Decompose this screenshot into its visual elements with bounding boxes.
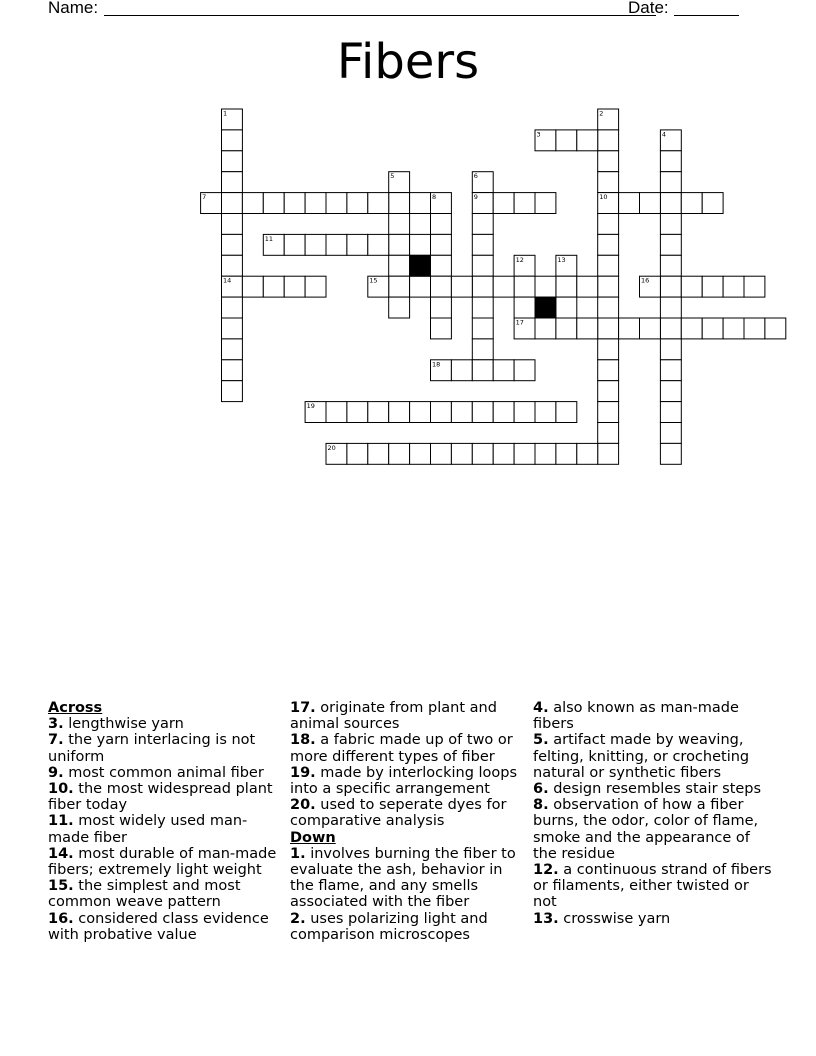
grid-cell[interactable] xyxy=(222,234,243,255)
grid-cell[interactable] xyxy=(556,402,577,423)
grid-cell[interactable] xyxy=(368,234,389,255)
grid-cell[interactable] xyxy=(305,193,326,214)
grid-cell[interactable] xyxy=(431,255,452,276)
across-clue xyxy=(48,732,280,764)
down-clue xyxy=(533,911,773,927)
grid-cell[interactable] xyxy=(305,234,326,255)
grid-cell[interactable] xyxy=(326,193,347,214)
grid-cell[interactable] xyxy=(577,443,598,464)
grid-cell[interactable] xyxy=(284,276,305,297)
grid-cell[interactable] xyxy=(431,402,452,423)
grid-cell[interactable] xyxy=(472,443,493,464)
grid-cell[interactable] xyxy=(284,234,305,255)
clue-number: 18 xyxy=(432,360,441,369)
grid-cell[interactable] xyxy=(744,318,765,339)
date-label: Date: xyxy=(628,0,669,17)
grid-cell[interactable] xyxy=(493,276,514,297)
across-clue xyxy=(48,813,280,845)
grid-cell[interactable] xyxy=(660,360,681,381)
clue-text: used to seperate dyes for comparative analysis xyxy=(290,797,507,830)
grid-cell[interactable] xyxy=(619,193,640,214)
across-clue xyxy=(48,846,280,878)
grid-cell[interactable] xyxy=(702,193,723,214)
grid-cell[interactable] xyxy=(514,193,535,214)
grid-cell[interactable] xyxy=(242,276,263,297)
grid-cell[interactable] xyxy=(347,234,368,255)
grid-cell[interactable] xyxy=(660,276,681,297)
grid-cell[interactable] xyxy=(472,255,493,276)
grid-cell[interactable] xyxy=(451,276,472,297)
across-clue xyxy=(290,700,526,732)
grid-cell[interactable] xyxy=(222,381,243,402)
grid-cell[interactable] xyxy=(472,276,493,297)
clue-number: 17 xyxy=(515,318,524,327)
grid-cell[interactable] xyxy=(535,402,556,423)
grid-cell[interactable] xyxy=(514,297,535,318)
grid-cell[interactable] xyxy=(765,318,786,339)
clue-number: 20 xyxy=(327,443,336,452)
clue-text: a continuous strand of fibers or filaments, either twisted or not xyxy=(533,862,772,911)
clue-number: 3 xyxy=(536,130,541,139)
clue-text: observation of how a fiber burns, the odor, color of flame, smoke and the appearance of the residue xyxy=(533,797,759,862)
clue-text: design resembles stair steps xyxy=(548,781,762,798)
down-clue xyxy=(290,911,526,943)
clue-number-label: 6. xyxy=(533,781,549,798)
grid-cell[interactable] xyxy=(263,193,284,214)
grid-cell[interactable] xyxy=(514,402,535,423)
clue-number: 13 xyxy=(557,255,566,264)
grid-cell[interactable] xyxy=(347,402,368,423)
clue-text: the yarn interlacing is not uniform xyxy=(48,732,256,765)
grid-cell[interactable] xyxy=(744,276,765,297)
clue-number: 6 xyxy=(473,172,478,181)
grid-cell[interactable] xyxy=(535,276,556,297)
grid-cell[interactable] xyxy=(410,193,431,214)
grid-cell[interactable] xyxy=(640,318,661,339)
clue-number-label: 15. xyxy=(48,878,74,895)
grid-cell[interactable] xyxy=(660,339,681,360)
clue-text: made by interlocking loops into a specific arrangement xyxy=(290,764,518,798)
grid-cell[interactable] xyxy=(577,318,598,339)
clue-number-label: 18. xyxy=(290,732,316,749)
grid-cell[interactable] xyxy=(640,193,661,214)
clue-number-label: 1. xyxy=(290,845,306,862)
down-clue xyxy=(533,700,773,732)
grid-cell[interactable] xyxy=(368,443,389,464)
clue-number-label: 4. xyxy=(533,700,549,716)
black-cell xyxy=(410,255,431,276)
grid-cell[interactable] xyxy=(389,193,410,214)
grid-cell[interactable] xyxy=(681,276,702,297)
grid-cell[interactable] xyxy=(410,234,431,255)
grid-cell[interactable] xyxy=(222,297,243,318)
grid-cell[interactable] xyxy=(368,193,389,214)
grid-cell[interactable] xyxy=(222,151,243,172)
clue-number: 15 xyxy=(369,276,378,285)
grid-cell[interactable] xyxy=(660,318,681,339)
clues-column-1 xyxy=(48,700,280,943)
clue-number: 14 xyxy=(223,276,232,285)
grid-cell[interactable] xyxy=(598,151,619,172)
grid-cell[interactable] xyxy=(242,193,263,214)
grid-cell[interactable] xyxy=(472,339,493,360)
grid-cell[interactable] xyxy=(598,381,619,402)
across-clue xyxy=(48,878,280,910)
grid-cell[interactable] xyxy=(493,193,514,214)
clue-number-label: 7. xyxy=(48,732,64,749)
grid-cell[interactable] xyxy=(472,360,493,381)
grid-cell[interactable] xyxy=(410,276,431,297)
clue-number: 9 xyxy=(473,193,478,202)
grid-cell[interactable] xyxy=(451,360,472,381)
grid-cell[interactable] xyxy=(598,276,619,297)
clue-text: a fabric made up of two or more different types of fiber xyxy=(290,732,513,765)
clues-column-3 xyxy=(533,700,773,927)
grid-cell[interactable] xyxy=(410,443,431,464)
grid-cell[interactable] xyxy=(660,255,681,276)
grid-cell[interactable] xyxy=(702,318,723,339)
grid-cell[interactable] xyxy=(389,443,410,464)
clue-number-label: 20. xyxy=(290,797,316,814)
grid-cell[interactable] xyxy=(389,255,410,276)
across-clue xyxy=(48,781,280,813)
grid-cell[interactable] xyxy=(222,318,243,339)
clue-number-label: 13. xyxy=(533,910,559,927)
grid-cell[interactable] xyxy=(660,151,681,172)
grid-cell[interactable] xyxy=(598,318,619,339)
grid-cell[interactable] xyxy=(660,423,681,444)
across-clue xyxy=(48,765,280,781)
grid-cell[interactable] xyxy=(222,214,243,235)
clue-number: 10 xyxy=(599,193,608,202)
grid-cell[interactable] xyxy=(535,318,556,339)
clue-number: 7 xyxy=(202,193,207,202)
grid-cell[interactable] xyxy=(222,172,243,193)
grid-cell[interactable] xyxy=(431,276,452,297)
grid-cell[interactable] xyxy=(389,402,410,423)
grid-cell[interactable] xyxy=(472,402,493,423)
grid-cell[interactable] xyxy=(577,276,598,297)
clue-text: most common animal fiber xyxy=(63,764,264,781)
grid-cell[interactable] xyxy=(305,276,326,297)
clue-number: 4 xyxy=(661,130,667,139)
clue-number-label: 16. xyxy=(48,910,74,927)
grid-cell[interactable] xyxy=(556,297,577,318)
grid-cell[interactable] xyxy=(431,234,452,255)
grid-cell[interactable] xyxy=(577,130,598,151)
across-heading: Across xyxy=(48,700,103,716)
clue-text: also known as man-made fibers xyxy=(533,700,739,733)
clue-number: 8 xyxy=(432,193,437,202)
clue-text: considered class evidence with probative value xyxy=(48,910,269,943)
clue-text: involves burning the fiber to evaluate the ash, behavior in the flame, and any smells associated with the fiber xyxy=(290,845,516,911)
across-clue xyxy=(290,797,526,829)
grid-cell[interactable] xyxy=(284,193,305,214)
clue-text: most durable of man-made fibers; extremely light weight xyxy=(48,845,277,879)
grid-cell[interactable] xyxy=(472,214,493,235)
grid-cell[interactable] xyxy=(410,402,431,423)
grid-cell[interactable] xyxy=(368,402,389,423)
grid-cell[interactable] xyxy=(556,276,577,297)
grid-cell[interactable] xyxy=(660,234,681,255)
grid-cell[interactable] xyxy=(598,130,619,151)
grid-cell[interactable] xyxy=(514,360,535,381)
grid-cell[interactable] xyxy=(472,234,493,255)
grid-cell[interactable] xyxy=(431,214,452,235)
clue-text: crosswise yarn xyxy=(558,910,671,927)
grid-cell[interactable] xyxy=(598,172,619,193)
clue-text: artifact made by weaving, felting, knitting, or crocheting natural or synthetic fibers xyxy=(533,732,750,781)
grid-cell[interactable] xyxy=(660,381,681,402)
grid-cell[interactable] xyxy=(660,443,681,464)
clue-number-label: 11. xyxy=(48,813,74,830)
grid-cell[interactable] xyxy=(556,318,577,339)
down-clue xyxy=(533,732,773,781)
page-title: Fibers xyxy=(336,34,480,90)
grid-cell[interactable] xyxy=(493,360,514,381)
across-clue xyxy=(48,911,280,943)
down-clue xyxy=(533,781,773,797)
clue-text: the most widespread plant fiber today xyxy=(48,781,273,814)
down-clue xyxy=(533,797,773,862)
clue-number: 11 xyxy=(264,234,274,243)
grid-cell[interactable] xyxy=(222,130,243,151)
clue-number: 12 xyxy=(515,255,524,264)
clue-number: 5 xyxy=(390,172,395,181)
grid-cell[interactable] xyxy=(493,443,514,464)
grid-cell[interactable] xyxy=(556,130,577,151)
clue-number-label: 17. xyxy=(290,700,316,716)
crossword-grid xyxy=(0,0,816,480)
grid-cell[interactable] xyxy=(222,339,243,360)
grid-cell[interactable] xyxy=(451,443,472,464)
clue-number-label: 14. xyxy=(48,845,74,862)
grid-cell[interactable] xyxy=(347,193,368,214)
grid-cell[interactable] xyxy=(263,276,284,297)
name-label: Name: xyxy=(48,0,99,17)
grid-cell[interactable] xyxy=(598,402,619,423)
grid-cell[interactable] xyxy=(389,297,410,318)
grid-cell[interactable] xyxy=(222,360,243,381)
grid-cell[interactable] xyxy=(660,214,681,235)
grid-cell[interactable] xyxy=(535,443,556,464)
grid-cell[interactable] xyxy=(389,214,410,235)
grid-cell[interactable] xyxy=(472,318,493,339)
grid-cell[interactable] xyxy=(514,276,535,297)
clue-number-label: 3. xyxy=(48,716,64,733)
grid-cell[interactable] xyxy=(431,318,452,339)
grid-cell[interactable] xyxy=(598,443,619,464)
grid-cell[interactable] xyxy=(681,193,702,214)
grid-cell[interactable] xyxy=(723,276,744,297)
clue-number-label: 9. xyxy=(48,764,64,781)
grid-cell[interactable] xyxy=(389,234,410,255)
grid-cell[interactable] xyxy=(598,360,619,381)
grid-cell[interactable] xyxy=(431,297,452,318)
grid-cell[interactable] xyxy=(326,402,347,423)
grid-cell[interactable] xyxy=(493,402,514,423)
grid-cell[interactable] xyxy=(702,276,723,297)
across-clue xyxy=(48,716,280,732)
clue-number: 16 xyxy=(641,276,650,285)
clue-number: 1 xyxy=(223,109,228,118)
grid-cell[interactable] xyxy=(598,255,619,276)
grid-cell[interactable] xyxy=(389,276,410,297)
clue-text: originate from plant and animal sources xyxy=(290,700,497,733)
grid-cell[interactable] xyxy=(347,443,368,464)
clue-text: uses polarizing light and comparison microscopes xyxy=(290,910,488,943)
grid-cell[interactable] xyxy=(222,255,243,276)
down-heading: Down xyxy=(290,829,336,846)
clue-number-label: 5. xyxy=(533,732,549,749)
grid-cell[interactable] xyxy=(660,297,681,318)
clue-number-label: 8. xyxy=(533,797,549,814)
clues-column-2 xyxy=(290,700,526,943)
grid-cell[interactable] xyxy=(222,193,243,214)
grid-cell[interactable] xyxy=(535,193,556,214)
grid-cell[interactable] xyxy=(681,318,702,339)
grid-cell[interactable] xyxy=(451,402,472,423)
across-clue xyxy=(290,765,526,797)
clue-number: 19 xyxy=(306,402,315,411)
grid-cell[interactable] xyxy=(723,318,744,339)
clue-number-label: 2. xyxy=(290,910,306,927)
grid-cell[interactable] xyxy=(472,297,493,318)
clue-number-label: 19. xyxy=(290,764,316,781)
grid-cell[interactable] xyxy=(598,234,619,255)
grid-cell[interactable] xyxy=(660,193,681,214)
grid-cell[interactable] xyxy=(598,339,619,360)
clue-text: lengthwise yarn xyxy=(63,716,184,733)
grid-cell[interactable] xyxy=(326,234,347,255)
grid-cell[interactable] xyxy=(660,402,681,423)
across-clue xyxy=(290,732,526,764)
clue-text: the simplest and most common weave pattern xyxy=(48,878,241,911)
clue-number: 2 xyxy=(599,109,604,118)
clue-text: most widely used man-made fiber xyxy=(48,813,248,846)
down-clue xyxy=(290,846,526,911)
grid-cell[interactable] xyxy=(598,423,619,444)
grid-cell[interactable] xyxy=(598,214,619,235)
black-cell xyxy=(535,297,556,318)
grid-cell[interactable] xyxy=(598,297,619,318)
grid-cell[interactable] xyxy=(514,443,535,464)
clue-number-label: 12. xyxy=(533,862,559,879)
grid-cell[interactable] xyxy=(431,443,452,464)
grid-cell[interactable] xyxy=(619,318,640,339)
down-clue xyxy=(533,862,773,911)
grid-cell[interactable] xyxy=(660,172,681,193)
grid-cell[interactable] xyxy=(556,443,577,464)
clue-number-label: 10. xyxy=(48,781,74,798)
